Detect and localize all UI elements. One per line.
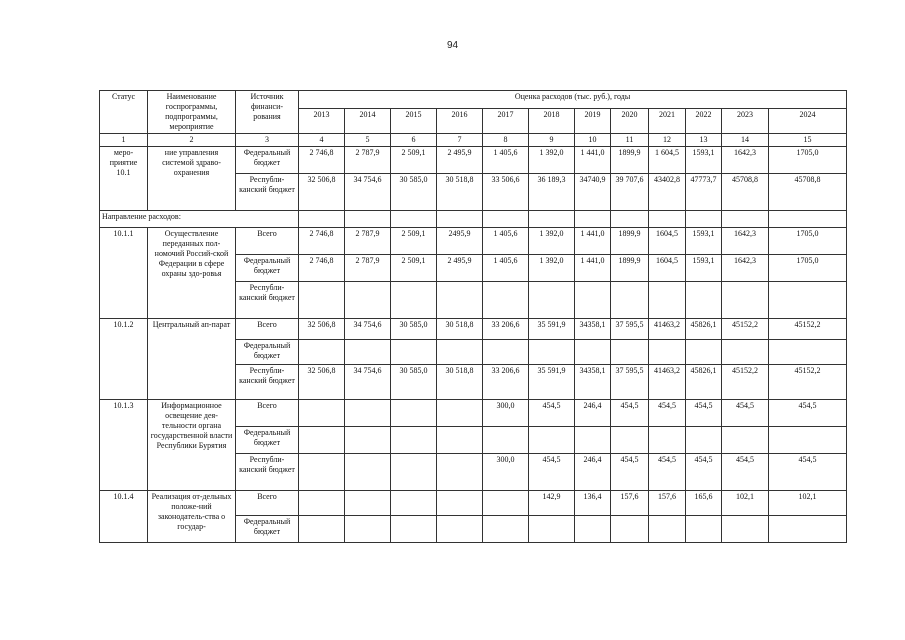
column-number: 13 [686,134,722,147]
value-cell [769,340,847,365]
value-cell: 2 495,9 [437,255,483,282]
value-cell: 454,5 [686,454,722,491]
header-year: 2018 [529,109,575,134]
value-cell: 1705,0 [769,228,847,255]
value-cell: 45152,2 [722,365,769,400]
header-year: 2021 [649,109,686,134]
empty-cell [769,211,847,228]
value-cell: 454,5 [529,454,575,491]
value-cell: 1 392,0 [529,255,575,282]
value-cell: 165,6 [686,491,722,516]
value-cell: 102,1 [769,491,847,516]
header-name: Наименование госпрограммы, подпрограммы, мероприятие [148,91,236,134]
value-cell [649,516,686,543]
value-cell [686,340,722,365]
value-cell: 2 746,8 [299,228,345,255]
value-cell [769,282,847,319]
value-cell [769,427,847,454]
value-cell [345,427,391,454]
funding-source: Республи-канский бюджет [236,282,299,319]
value-cell: 33 206,6 [483,319,529,340]
value-cell: 45152,2 [722,319,769,340]
empty-cell [483,211,529,228]
value-cell: 1593,1 [686,228,722,255]
value-cell: 1642,3 [722,255,769,282]
value-cell [769,516,847,543]
value-cell [437,282,483,319]
value-cell [345,340,391,365]
value-cell [483,340,529,365]
value-cell: 34 754,6 [345,365,391,400]
value-cell [575,282,611,319]
value-cell: 2 787,9 [345,147,391,174]
value-cell [437,491,483,516]
value-cell: 1642,3 [722,147,769,174]
value-cell: 33 206,6 [483,365,529,400]
value-cell [529,427,575,454]
column-number: 5 [345,134,391,147]
header-year: 2019 [575,109,611,134]
value-cell: 34358,1 [575,319,611,340]
column-number: 3 [236,134,299,147]
empty-cell [611,211,649,228]
value-cell: 2 746,8 [299,255,345,282]
value-cell: 157,6 [649,491,686,516]
value-cell: 2 746,8 [299,147,345,174]
value-cell: 1593,1 [686,255,722,282]
value-cell [391,427,437,454]
column-number: 8 [483,134,529,147]
value-cell: 246,4 [575,400,611,427]
value-cell [611,516,649,543]
value-cell [575,516,611,543]
value-cell: 1604,5 [649,255,686,282]
value-cell: 2495,9 [437,228,483,255]
value-cell: 41463,2 [649,365,686,400]
value-cell: 1 405,6 [483,255,529,282]
value-cell: 45826,1 [686,319,722,340]
value-cell: 1593,1 [686,147,722,174]
value-cell [391,454,437,491]
value-cell: 30 585,0 [391,319,437,340]
item-row [100,400,847,427]
value-cell: 157,6 [611,491,649,516]
row-name: Центральный ап-парат [148,319,236,400]
funding-source: Республи-канский бюджет [236,174,299,211]
empty-cell [529,211,575,228]
expense-estimate-table [99,90,847,543]
value-cell [391,282,437,319]
value-cell: 300,0 [483,454,529,491]
funding-source: Федеральный бюджет [236,340,299,365]
header-year: 2023 [722,109,769,134]
value-cell [299,400,345,427]
row-status: 10.1.1 [100,228,148,319]
value-cell: 454,5 [722,454,769,491]
row-name: ние управления системой здраво-охранения [148,147,236,211]
row-name: Информационное освещение дея-тельности органа государственной власти Республики Бурятия [148,400,236,491]
empty-cell [345,211,391,228]
value-cell: 33 506,6 [483,174,529,211]
value-cell [686,427,722,454]
value-cell: 39 707,6 [611,174,649,211]
value-cell: 32 506,8 [299,319,345,340]
value-cell: 1899,9 [611,255,649,282]
header-year: 2013 [299,109,345,134]
value-cell [575,340,611,365]
value-cell: 1642,3 [722,228,769,255]
value-cell: 34 754,6 [345,174,391,211]
header-status: Статус [100,91,148,134]
value-cell [722,427,769,454]
empty-cell [722,211,769,228]
value-cell: 454,5 [686,400,722,427]
value-cell: 454,5 [611,454,649,491]
value-cell: 454,5 [649,454,686,491]
column-number: 4 [299,134,345,147]
row-status: меро-приятие 10.1 [100,147,148,211]
row-name: Реализация от-дельных положе-ний законодатель-ства о государ- [148,491,236,543]
column-number: 12 [649,134,686,147]
value-cell: 2 787,9 [345,228,391,255]
activity-row [100,147,847,174]
value-cell: 300,0 [483,400,529,427]
value-cell: 45152,2 [769,365,847,400]
value-cell: 30 585,0 [391,174,437,211]
value-cell: 45826,1 [686,365,722,400]
value-cell: 45708,8 [722,174,769,211]
value-cell [649,427,686,454]
value-cell: 30 518,8 [437,365,483,400]
funding-source: Федеральный бюджет [236,147,299,174]
row-status: 10.1.2 [100,319,148,400]
funding-source: Всего [236,400,299,427]
value-cell [299,340,345,365]
value-cell: 102,1 [722,491,769,516]
value-cell [611,340,649,365]
value-cell: 2 787,9 [345,255,391,282]
value-cell: 37 595,5 [611,365,649,400]
value-cell: 136,4 [575,491,611,516]
funding-source: Федеральный бюджет [236,427,299,454]
value-cell: 142,9 [529,491,575,516]
value-cell: 1705,0 [769,147,847,174]
value-cell: 32 506,8 [299,174,345,211]
empty-cell [299,211,345,228]
column-number: 1 [100,134,148,147]
value-cell: 34 754,6 [345,319,391,340]
value-cell: 47773,7 [686,174,722,211]
column-number: 9 [529,134,575,147]
value-cell: 43402,8 [649,174,686,211]
value-cell: 45152,2 [769,319,847,340]
value-cell: 1 405,6 [483,228,529,255]
value-cell [437,454,483,491]
funding-source: Всего [236,319,299,340]
value-cell [686,516,722,543]
row-name: Осуществление переданных пол-номочий Россий-ской Федерации в сфере охраны здо-ровья [148,228,236,319]
empty-cell [575,211,611,228]
value-cell: 454,5 [611,400,649,427]
value-cell: 36 189,3 [529,174,575,211]
column-number: 11 [611,134,649,147]
value-cell [345,400,391,427]
funding-source: Республи-канский бюджет [236,365,299,400]
value-cell: 34740,9 [575,174,611,211]
header-year: 2020 [611,109,649,134]
value-cell: 41463,2 [649,319,686,340]
value-cell: 1 441,0 [575,228,611,255]
value-cell [437,427,483,454]
value-cell: 246,4 [575,454,611,491]
direction-label: Направление расходов: [100,211,299,228]
header-year: 2024 [769,109,847,134]
value-cell: 35 591,9 [529,365,575,400]
value-cell [391,491,437,516]
value-cell: 34358,1 [575,365,611,400]
funding-source: Всего [236,228,299,255]
page-number: 94 [446,40,459,51]
value-cell: 32 506,8 [299,365,345,400]
value-cell [575,427,611,454]
column-number: 15 [769,134,847,147]
value-cell [649,282,686,319]
value-cell [483,491,529,516]
value-cell [611,427,649,454]
value-cell [437,516,483,543]
value-cell: 37 595,5 [611,319,649,340]
header-year: 2022 [686,109,722,134]
item-row [100,491,847,516]
value-cell [299,516,345,543]
value-cell: 30 518,8 [437,319,483,340]
value-cell [391,400,437,427]
value-cell: 30 518,8 [437,174,483,211]
funding-source: Всего [236,491,299,516]
header-year: 2014 [345,109,391,134]
value-cell: 45708,8 [769,174,847,211]
value-cell: 1 604,5 [649,147,686,174]
value-cell: 1 405,6 [483,147,529,174]
column-number: 14 [722,134,769,147]
value-cell [345,516,391,543]
value-cell: 454,5 [769,454,847,491]
empty-cell [391,211,437,228]
value-cell [437,340,483,365]
column-number: 10 [575,134,611,147]
value-cell [686,282,722,319]
value-cell: 2 495,9 [437,147,483,174]
value-cell: 1 392,0 [529,228,575,255]
value-cell [483,516,529,543]
value-cell [483,282,529,319]
header-year: 2017 [483,109,529,134]
value-cell: 454,5 [722,400,769,427]
value-cell: 1 441,0 [575,255,611,282]
empty-cell [649,211,686,228]
value-cell: 454,5 [769,400,847,427]
value-cell [345,454,391,491]
value-cell: 2 509,1 [391,228,437,255]
value-cell: 1 392,0 [529,147,575,174]
value-cell [529,340,575,365]
header-source: Источник финанси-рования [236,91,299,134]
value-cell: 2 509,1 [391,255,437,282]
value-cell: 454,5 [649,400,686,427]
value-cell: 1705,0 [769,255,847,282]
value-cell: 1899,9 [611,147,649,174]
value-cell [345,491,391,516]
value-cell [437,400,483,427]
value-cell: 2 509,1 [391,147,437,174]
value-cell [483,427,529,454]
value-cell [391,516,437,543]
empty-cell [686,211,722,228]
value-cell [299,427,345,454]
value-cell: 35 591,9 [529,319,575,340]
item-row [100,228,847,255]
header-estimate: Оценка расходов (тыс. руб.), годы [299,91,847,109]
header-year: 2015 [391,109,437,134]
value-cell: 1899,9 [611,228,649,255]
value-cell [299,454,345,491]
header-year: 2016 [437,109,483,134]
value-cell [722,340,769,365]
row-status: 10.1.3 [100,400,148,491]
value-cell [611,282,649,319]
value-cell [299,282,345,319]
value-cell [722,516,769,543]
value-cell [299,491,345,516]
item-row [100,319,847,340]
value-cell [529,516,575,543]
value-cell: 1604,5 [649,228,686,255]
empty-cell [437,211,483,228]
value-cell [722,282,769,319]
value-cell [649,340,686,365]
column-number: 7 [437,134,483,147]
value-cell [391,340,437,365]
column-number: 6 [391,134,437,147]
value-cell: 30 585,0 [391,365,437,400]
funding-source: Республи-канский бюджет [236,454,299,491]
row-status: 10.1.4 [100,491,148,543]
funding-source: Федеральный бюджет [236,516,299,543]
value-cell [345,282,391,319]
value-cell [529,282,575,319]
value-cell: 1 441,0 [575,147,611,174]
column-number: 2 [148,134,236,147]
value-cell: 454,5 [529,400,575,427]
direction-row [100,211,847,228]
funding-source: Федеральный бюджет [236,255,299,282]
